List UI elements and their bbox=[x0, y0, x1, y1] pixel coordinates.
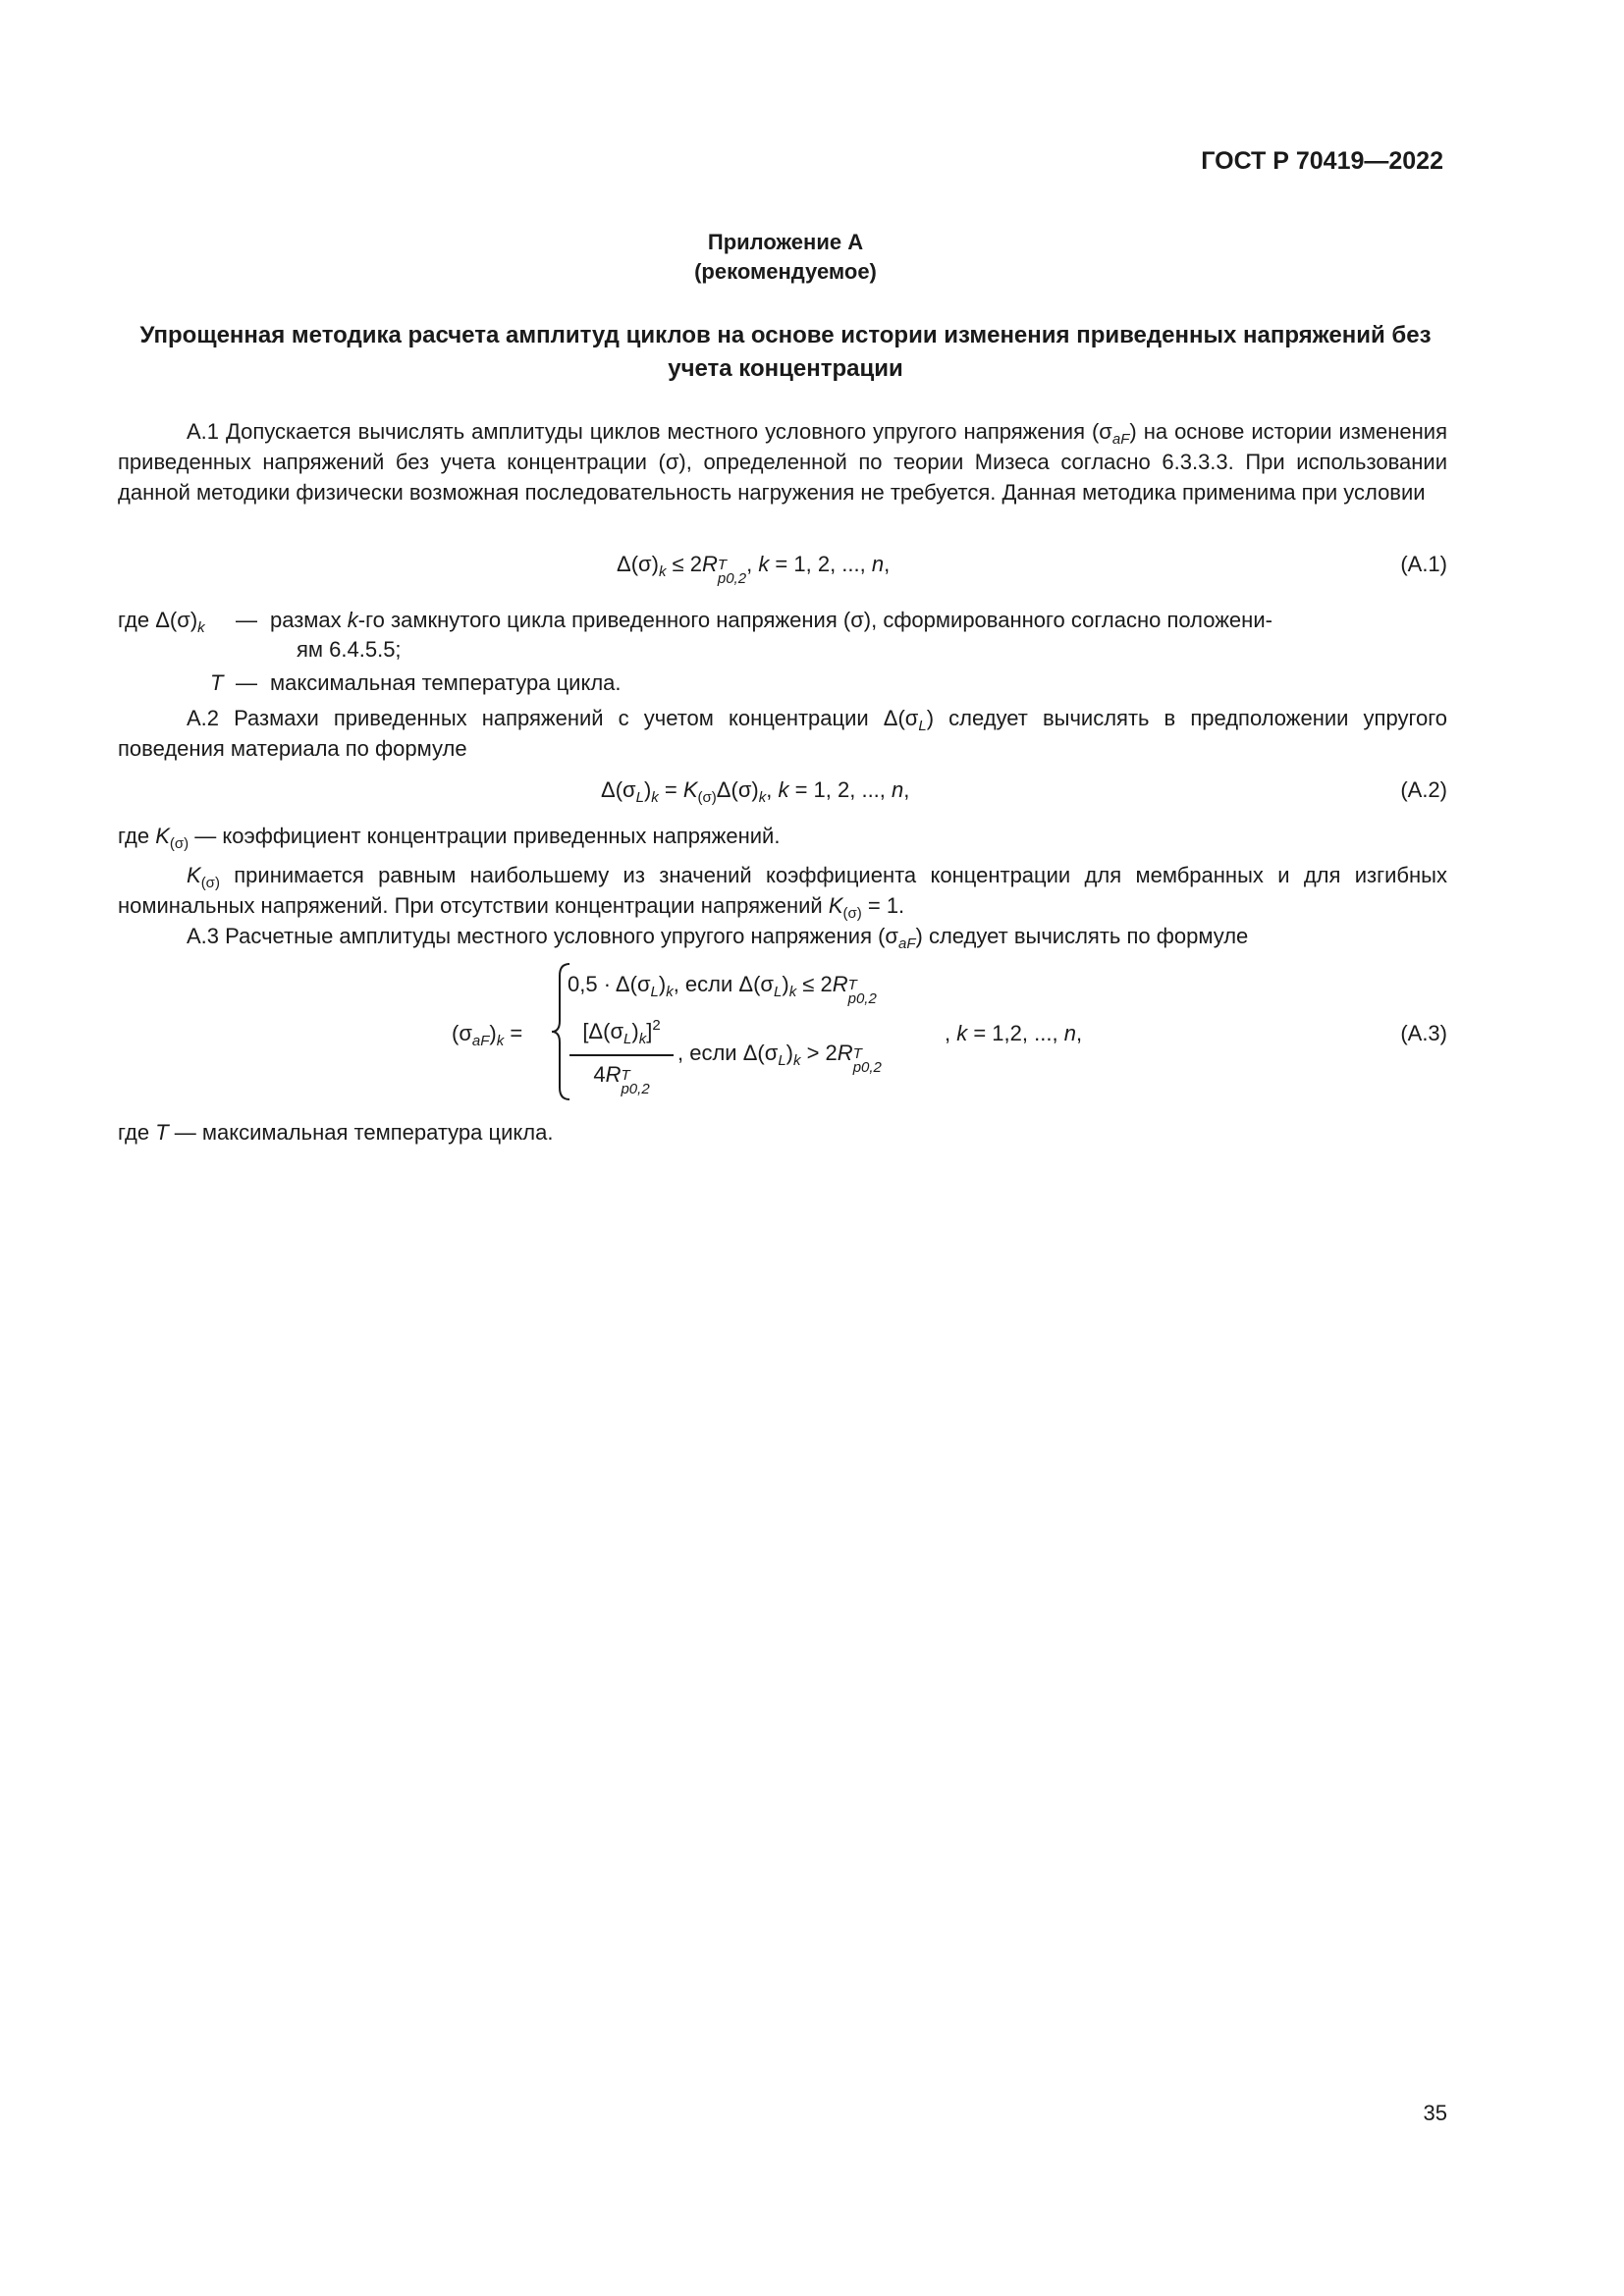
paragraph-a1: А.1 Допускается вычислять амплитуды циклов местного условного упругого напряжения $(\sigma_{aF})$ на основе истории изменения приведенных напряжений без учета концентрации (σ), определенной по теории Мизеса согласно 6.3.3.3. При использовании данной методики физически возможная последовательность нагружения не требуется. Данная методика применима при условии bbox=[118, 419, 1447, 505]
paragraph-a2: А.2 Размахи приведенных напряжений с учетом концентрации $\Delta(\sigma_L)$ следует вычислять в предположении упругого поведения материала по формуле bbox=[118, 706, 1447, 761]
appendix-title: Упрощенная методика расчета амплитуд циклов на основе истории изменения приведенных напряжений без учета концентрации bbox=[139, 322, 1432, 382]
formula-a3-denominator: 4RT p0,2 bbox=[593, 1062, 650, 1097]
where-dash-1: — bbox=[236, 608, 257, 632]
formula-a3-tail: , k = 1,2, ..., n, bbox=[945, 1021, 1083, 1045]
formula-a3-fraction-bar bbox=[569, 1054, 674, 1056]
standard-number: ГОСТ Р 70419—2022 bbox=[1201, 147, 1443, 175]
paragraph-k-sigma: $K_{(\sigma)}$ принимается равным наибольшему из значений коэффициента концентрации для мембранных и для изгибных номинальных напряжений. При отсутствии концентрации напряжений $K_{(\sigma)} = 1$. bbox=[118, 863, 1447, 922]
where-dash-2: — bbox=[236, 670, 257, 695]
formula-a2: $\Delta(\sigma_L)_k = K_{(\sigma)}\Delta(\sigma)_k$, k = 1, 2, ..., n, bbox=[601, 777, 910, 806]
formula-a3-case2: , если $\Delta(\sigma_L)_k > 2RT$ p0,2 bbox=[677, 1041, 882, 1076]
appendix-status: (рекомендуемое) bbox=[694, 259, 877, 284]
paragraph-a3: А.3 Расчетные амплитуды местного условного упругого напряжения $(\sigma_{aF})$ следует вычислять по формуле bbox=[187, 924, 1249, 952]
where-k-sigma: где $K_{(\sigma)}$ — коэффициент концентрации приведенных напряжений. bbox=[118, 824, 781, 852]
definition-range-cont: ям 6.4.5.5; bbox=[297, 637, 402, 662]
formula-a3-case1: $0,5 \cdot \Delta(\sigma_L)_k$, если $\Delta(\sigma_L)_k \le 2RT$ p0,2 bbox=[568, 972, 877, 1007]
formula-a3-numerator: $[\Delta(\sigma_L)_k]^2$ bbox=[582, 1017, 661, 1047]
equation-number-a3: (А.3) bbox=[1400, 1021, 1447, 1045]
equation-number-a1: (А.1) bbox=[1400, 552, 1447, 576]
where-temperature: где T — максимальная температура цикла. bbox=[118, 1120, 554, 1145]
formula-a1: $\Delta(\sigma)_k \le 2RT$ p0,2, k = 1, 2, ..., n, bbox=[617, 552, 891, 587]
page-number: 35 bbox=[1423, 2101, 1447, 2125]
formula-a3-lhs: $(\sigma_{aF})_k$ = bbox=[452, 1021, 523, 1049]
where-symbol-t: T bbox=[210, 670, 224, 695]
definition-range: размах k-го замкнутого цикла приведенного напряжения (σ), сформированного согласно положени- bbox=[270, 608, 1272, 632]
equation-number-a2: (А.2) bbox=[1400, 777, 1447, 802]
definition-temperature: максимальная температура цикла. bbox=[270, 670, 622, 695]
where-symbol-delta: где $\Delta(\sigma)_k$ bbox=[118, 608, 205, 636]
appendix-label: Приложение А bbox=[707, 230, 864, 254]
